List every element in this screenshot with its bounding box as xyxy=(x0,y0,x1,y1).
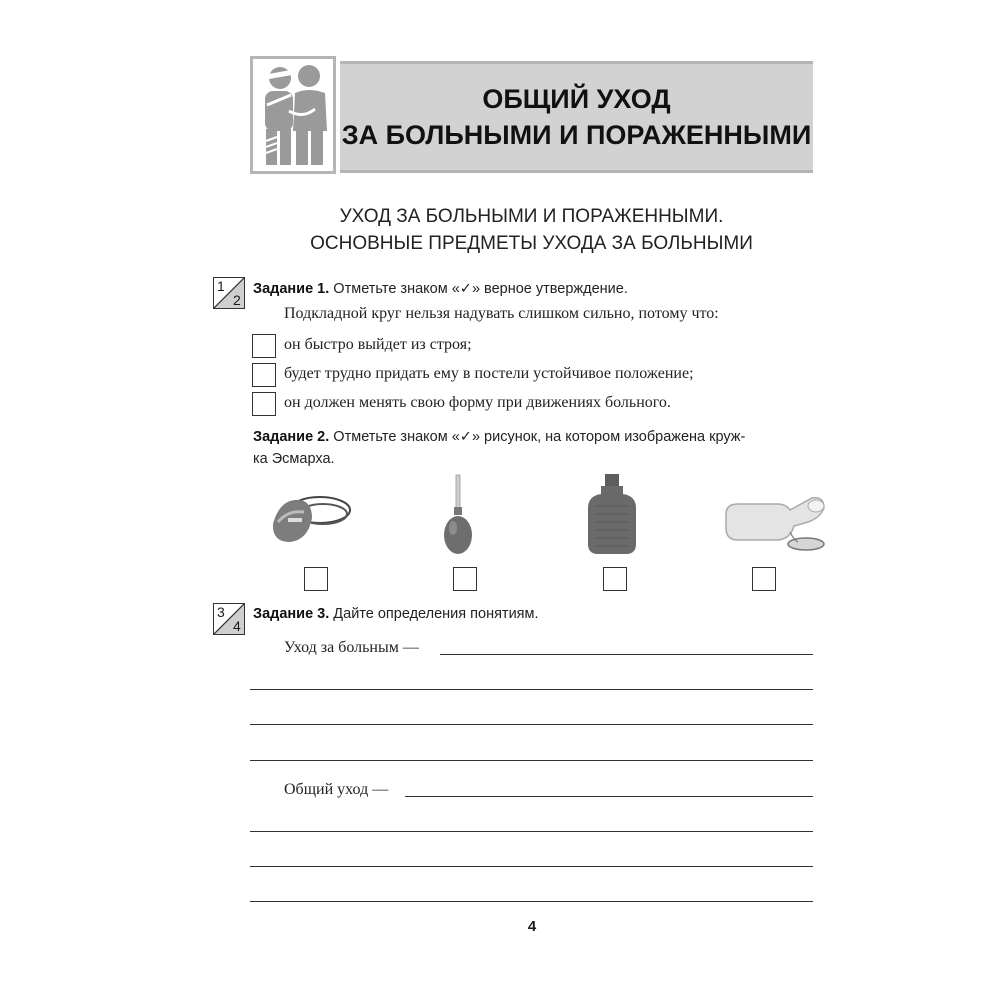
header-band xyxy=(340,61,813,173)
answer-line[interactable] xyxy=(250,901,813,902)
badge-bottom-number: 4 xyxy=(233,618,241,634)
answer-line[interactable] xyxy=(440,654,813,655)
badge-top-number: 1 xyxy=(217,278,225,294)
task1-prompt-after: » верное утверждение. xyxy=(471,281,628,297)
answer-line[interactable] xyxy=(405,796,813,797)
urinal-icon xyxy=(720,492,830,554)
task1-label: Задание 1. xyxy=(253,281,330,297)
task3-term1: Уход за больным — xyxy=(284,639,419,656)
section-title-line2: ОСНОВНЫЕ ПРЕДМЕТЫ УХОДА ЗА БОЛЬНЫМИ xyxy=(310,233,753,254)
task3-term2: Общий уход — xyxy=(284,781,389,798)
page-number: 4 xyxy=(527,918,537,935)
hot-water-bottle-icon xyxy=(584,472,640,558)
task1-option2-label: будет трудно придать ему в постели устойчивое положение; xyxy=(284,365,694,382)
check-mark-icon: ✓ xyxy=(459,429,472,445)
task1-level-badge xyxy=(213,277,245,309)
answer-line[interactable] xyxy=(250,760,813,761)
badge-bottom-number: 2 xyxy=(233,292,241,308)
task2-label: Задание 2. xyxy=(253,429,330,445)
task1-statement: Подкладной круг нельзя надувать слишком сильно, потому что: xyxy=(284,305,719,322)
answer-line[interactable] xyxy=(250,689,813,690)
esmarch-mug-icon xyxy=(268,488,358,553)
caregiver-patient-icon xyxy=(253,59,333,171)
task2-heading-line2: ка Эсмарха. xyxy=(253,451,335,467)
answer-line[interactable] xyxy=(250,831,813,832)
task1-option1-checkbox[interactable] xyxy=(252,334,276,358)
task3-level-badge xyxy=(213,603,245,635)
badge-top-number: 3 xyxy=(217,604,225,620)
task2-prompt-after: » рисунок, на котором изображена круж- xyxy=(471,429,746,445)
task1-option2-checkbox[interactable] xyxy=(252,363,276,387)
rubber-bulb-icon xyxy=(438,473,478,557)
task2-heading-line1 xyxy=(253,426,813,448)
task1-option3-checkbox[interactable] xyxy=(252,392,276,416)
section-title xyxy=(250,203,813,257)
task3-label: Задание 3. xyxy=(253,606,330,622)
task1-option1-label: он быстро выйдет из строя; xyxy=(284,336,472,353)
task2-image4-checkbox[interactable] xyxy=(752,567,776,591)
task2-image2-checkbox[interactable] xyxy=(453,567,477,591)
page-title xyxy=(340,81,813,153)
check-mark-icon: ✓ xyxy=(459,281,472,297)
task1-heading xyxy=(253,278,628,300)
task2-prompt-before: Отметьте знаком « xyxy=(329,429,460,445)
task3-prompt: Дайте определения понятиям. xyxy=(329,606,539,622)
page-title-line1: ОБЩИЙ УХОД xyxy=(482,84,671,114)
task3-heading xyxy=(253,603,539,625)
header-icon-box xyxy=(250,56,336,174)
section-title-line1: УХОД ЗА БОЛЬНЫМИ И ПОРАЖЕННЫМИ. xyxy=(339,206,724,227)
answer-line[interactable] xyxy=(250,866,813,867)
task2-heading xyxy=(253,426,813,470)
task1-option3-label: он должен менять свою форму при движениях больного. xyxy=(284,394,671,411)
task1-prompt-before: Отметьте знаком « xyxy=(329,281,460,297)
task2-image3-checkbox[interactable] xyxy=(603,567,627,591)
task2-image1-checkbox[interactable] xyxy=(304,567,328,591)
page-title-line2: ЗА БОЛЬНЫМИ И ПОРАЖЕННЫМИ xyxy=(341,120,812,150)
answer-line[interactable] xyxy=(250,724,813,725)
